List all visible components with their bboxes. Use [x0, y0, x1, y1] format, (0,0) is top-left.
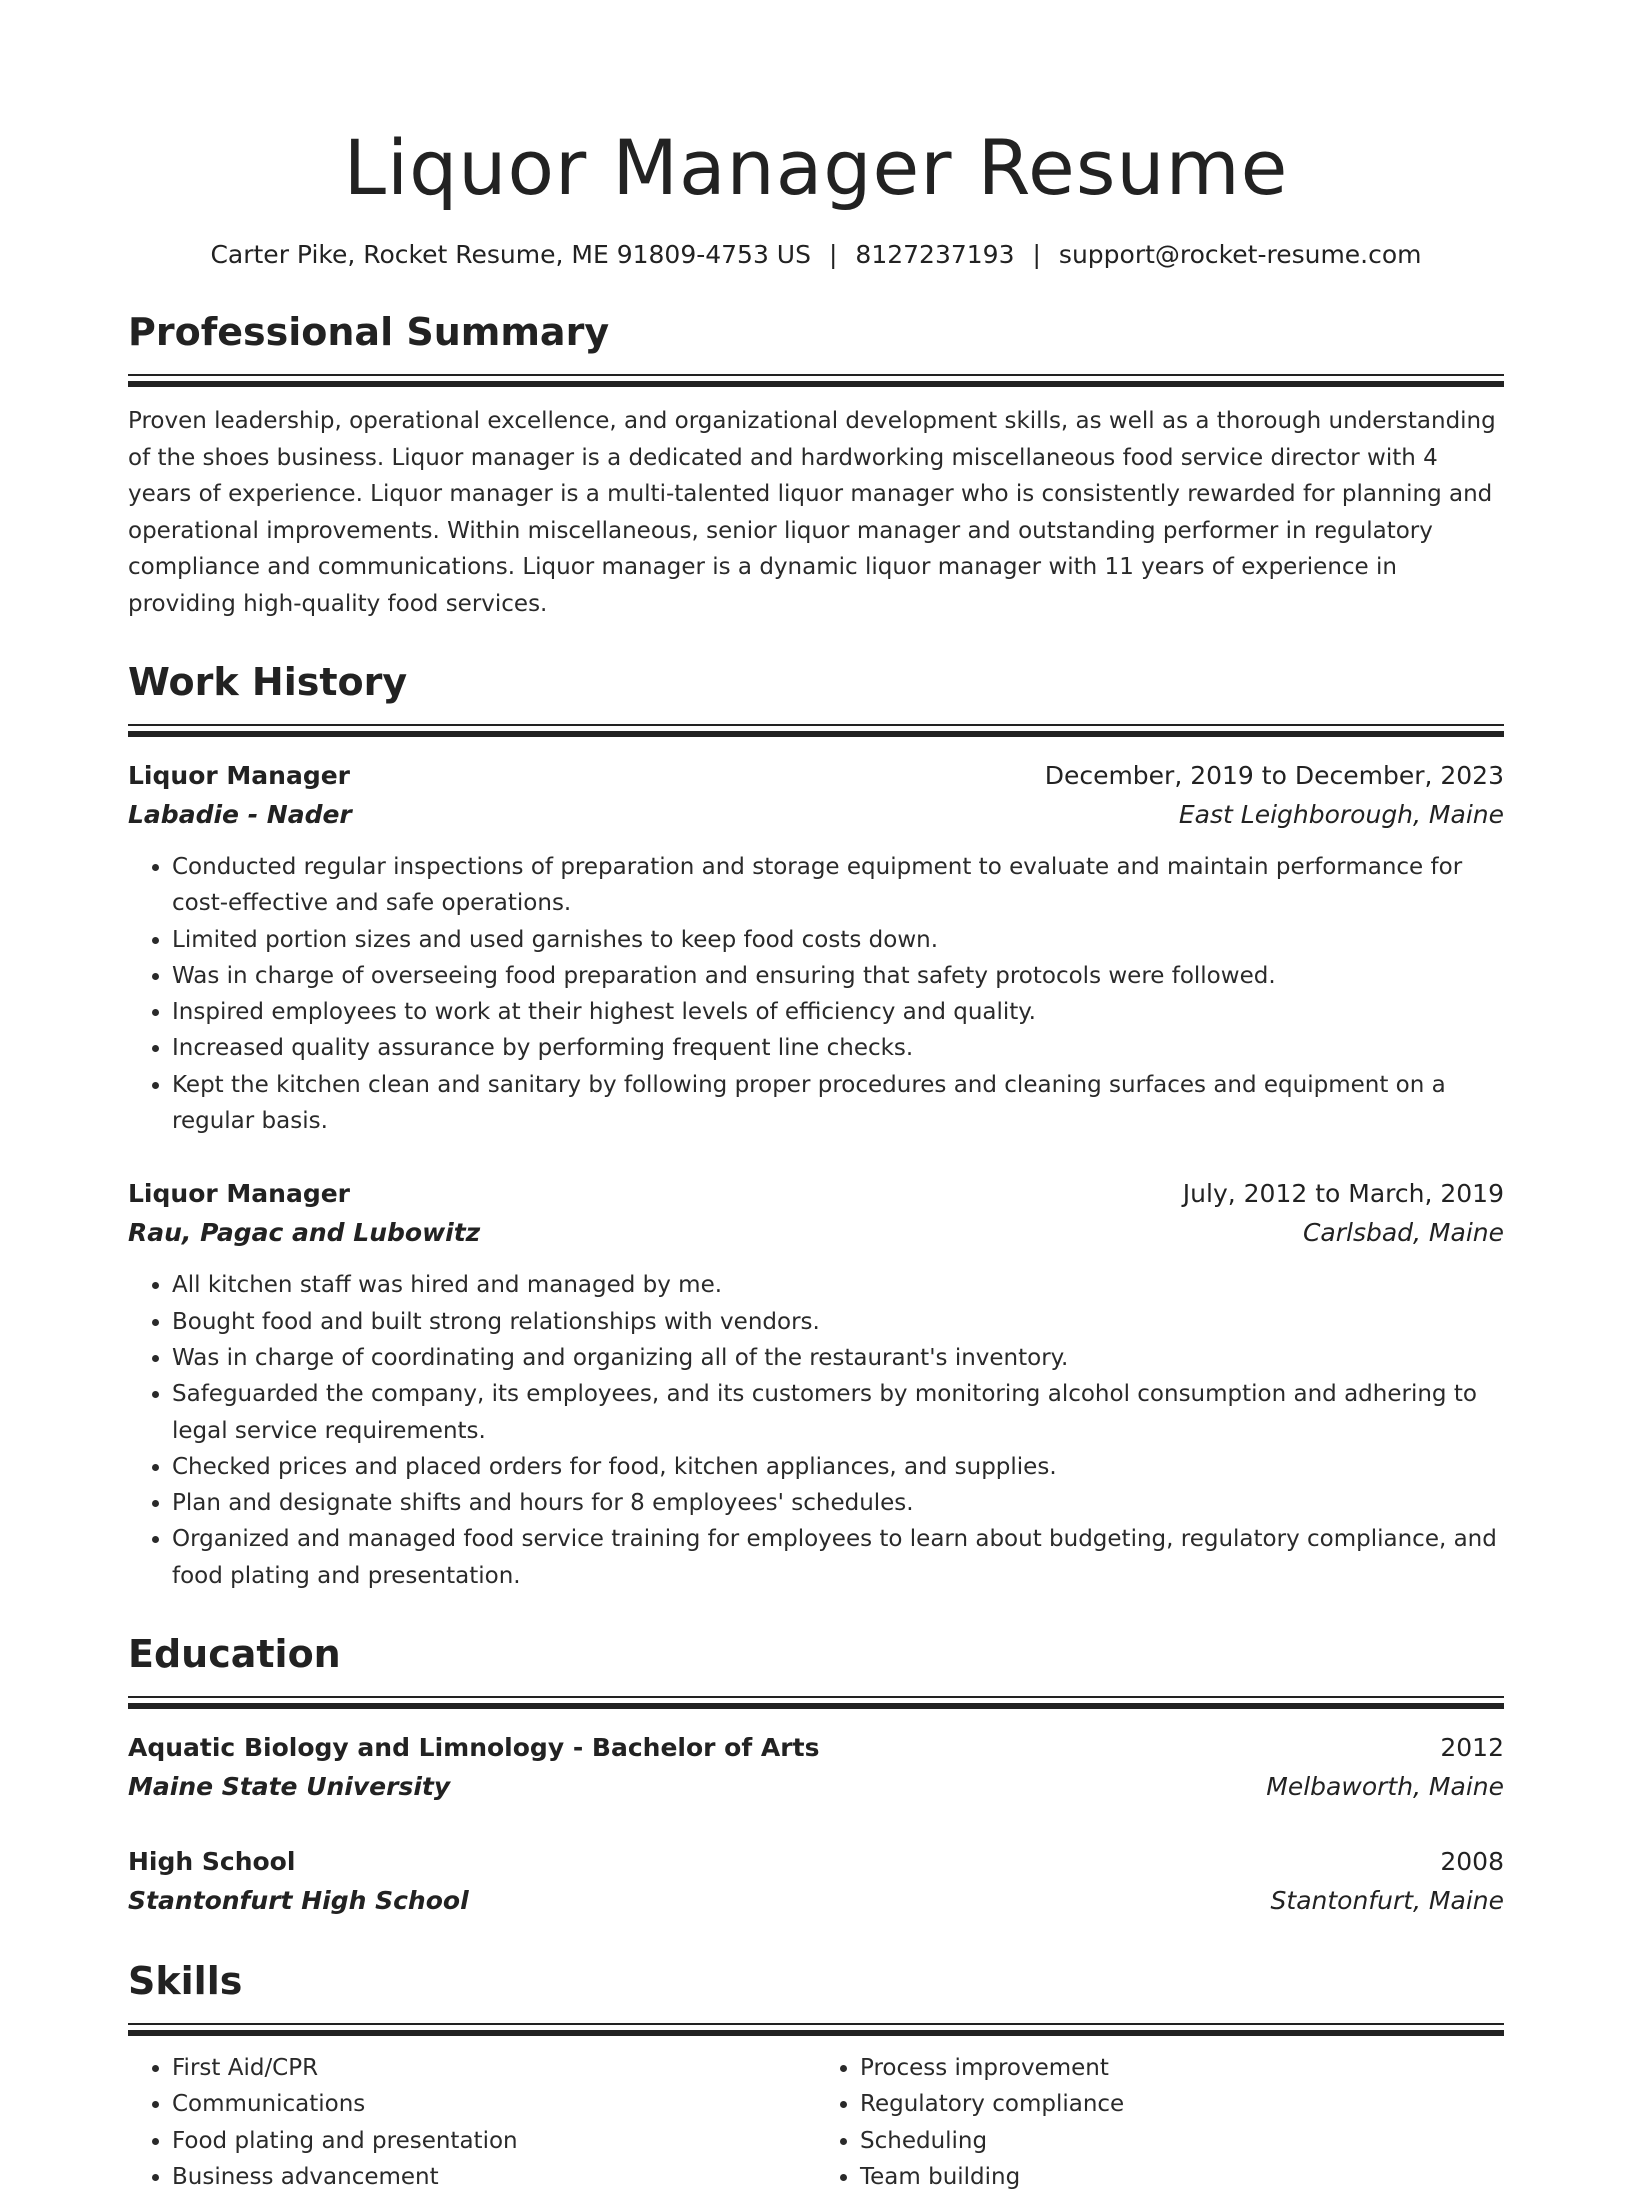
list-item: • Plan and designate shifts and hours for 8 employees' schedules. [172, 1485, 1504, 1521]
list-item: • Was in charge of overseeing food preparation and ensuring that safety protocols were followed. [172, 958, 1504, 994]
skills-column-right [816, 2050, 1504, 2195]
list-item: • Scheduling [860, 2123, 1504, 2159]
job-location: Carlsbad, Maine [1302, 1218, 1504, 1248]
list-item: • Bought food and built strong relationships with vendors. [172, 1304, 1504, 1340]
education-school: Stantonfurt High School [128, 1886, 469, 1916]
list-item: • Communications [172, 2086, 816, 2122]
list-item: • Limited portion sizes and used garnishes to keep food costs down. [172, 922, 1504, 958]
list-item: • Kept the kitchen clean and sanitary by following proper procedures and cleaning surfaces and equipment on a regular basis. [172, 1067, 1504, 1140]
contact-separator: | [828, 240, 838, 269]
contact-phone: 8127237193 [855, 240, 1015, 269]
list-item: • Business advancement [172, 2159, 816, 2195]
summary-text: Proven leadership, operational excellence, and organizational development skills, as well as a thorough understanding of the shoes business. Liquor manager is a dedicated and hardworking miscellaneous food service director with 4 years of experience. Liquor manager is a multi-talented liquor manager who is consistently rewarded for planning and operational improvements. Within miscellaneous, senior liquor manager and outstanding performer in regulatory compliance and communications. Liquor manager is a dynamic liquor manager with 11 years of experience in providing high-quality food services. [128, 408, 1496, 617]
list-item: • All kitchen staff was hired and managed by me. [172, 1267, 1504, 1303]
work-heading: Work History [128, 660, 408, 704]
education-entry [128, 1729, 1504, 1807]
section-divider [128, 724, 1504, 737]
job-duties-list [128, 849, 1504, 1139]
list-item: • First Aid/CPR [172, 2050, 816, 2086]
education-entry [128, 1843, 1504, 1921]
education-degree: Aquatic Biology and Limnology - Bachelor of Arts [128, 1733, 820, 1763]
list-item: • Was in charge of coordinating and organizing all of the restaurant's inventory. [172, 1340, 1504, 1376]
education-year: 2012 [1440, 1733, 1504, 1763]
list-item: • Conducted regular inspections of preparation and storage equipment to evaluate and maintain performance for cost-effective and safe operations. [172, 849, 1504, 922]
education-location: Stantonfurt, Maine [1270, 1886, 1504, 1916]
job-employer: Rau, Pagac and Lubowitz [128, 1218, 481, 1248]
list-item: • Team building [860, 2159, 1504, 2195]
skills-heading: Skills [128, 1959, 243, 2004]
education-school: Maine State University [128, 1772, 451, 1802]
job-dates: December, 2019 to December, 2023 [1044, 761, 1504, 790]
list-item: • Food plating and presentation [172, 2123, 816, 2159]
education-year: 2008 [1440, 1847, 1504, 1877]
list-item: • Organized and managed food service training for employees to learn about budgeting, regulatory compliance, and food plating and presentation. [172, 1521, 1504, 1594]
job-entry [128, 757, 1504, 1139]
section-divider [128, 1696, 1504, 1709]
skills-list [128, 2050, 1504, 2195]
section-divider [128, 2023, 1504, 2036]
list-item: • Regulatory compliance [860, 2086, 1504, 2122]
education-section-header [128, 1630, 1504, 1709]
education-heading: Education [128, 1632, 341, 1677]
section-divider [128, 374, 1504, 387]
contact-email: support@rocket-resume.com [1058, 240, 1422, 269]
job-duties-list [128, 1267, 1504, 1594]
page-title: Liquor Manager Resume [343, 123, 1289, 212]
job-employer: Labadie - Nader [128, 800, 352, 829]
job-title: Liquor Manager [128, 761, 350, 790]
summary-section-header [128, 308, 1504, 387]
job-title: Liquor Manager [128, 1179, 350, 1209]
contact-line [128, 238, 1504, 272]
education-location: Melbaworth, Maine [1266, 1772, 1504, 1802]
skills-section-header [128, 1957, 1504, 2036]
list-item: • Inspired employees to work at their highest levels of efficiency and quality. [172, 994, 1504, 1030]
work-section-header [128, 658, 1504, 737]
resume-page [128, 118, 1504, 2195]
summary-heading: Professional Summary [128, 310, 610, 354]
list-item: • Checked prices and placed orders for food, kitchen appliances, and supplies. [172, 1449, 1504, 1485]
list-item: • Safeguarded the company, its employees, and its customers by monitoring alcohol consumption and adhering to legal service requirements. [172, 1376, 1504, 1449]
job-location: East Leighborough, Maine [1178, 800, 1504, 829]
list-item: • Process improvement [860, 2050, 1504, 2086]
job-entry [128, 1175, 1504, 1594]
job-dates: July, 2012 to March, 2019 [1182, 1179, 1504, 1209]
contact-address: Carter Pike, Rocket Resume, ME 91809-4753 US [210, 240, 811, 269]
education-degree: High School [128, 1847, 296, 1877]
contact-separator: | [1032, 240, 1041, 269]
skills-column-left [128, 2050, 816, 2195]
list-item: • Increased quality assurance by performing frequent line checks. [172, 1030, 1504, 1066]
